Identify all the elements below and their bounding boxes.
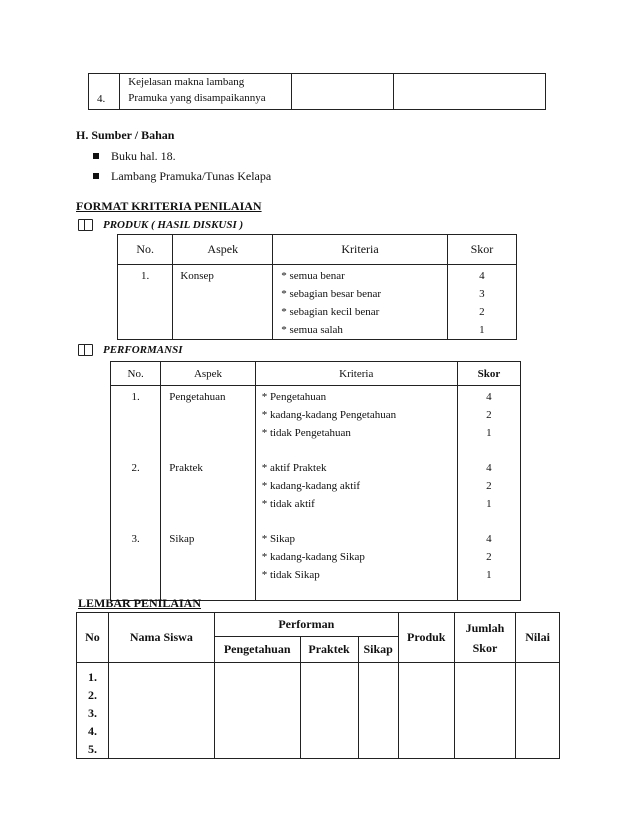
lembar-header-nama: Nama Siswa: [108, 613, 214, 663]
lembar-title: LEMBAR PENILAIAN: [78, 596, 202, 610]
produk-label: PRODUK ( HASIL DISKUSI ): [78, 219, 243, 231]
produk-cell-kriteria: * semua benar * sebagian besar benar * sebagian kecil benar * semua salah: [273, 265, 448, 340]
performansi-label: PERFORMANSI: [78, 344, 182, 356]
produk-header-aspek: Aspek: [173, 235, 273, 265]
square-bullet-icon: [93, 153, 99, 159]
performansi-cell-skor: 4 2 1 4 2 1 4 2 1: [457, 386, 520, 601]
section-h-title: H. Sumber / Bahan: [76, 128, 175, 142]
performansi-header-no: No.: [111, 362, 161, 386]
section-h-item: Buku hal. 18.: [93, 149, 176, 164]
performansi-header-kriteria: Kriteria: [255, 362, 457, 386]
performansi-cell-kriteria: * Pengetahuan * kadang-kadang Pengetahuan * tidak Pengetahuan * aktif Praktek * kadang-kadang aktif * tidak aktif * Sikap * kadang-kadang Sikap * tidak Sikap: [255, 386, 457, 601]
lembar-header-produk: Produk: [398, 613, 454, 663]
section-h-item: Lambang Pramuka/Tunas Kelapa: [93, 169, 271, 184]
lembar-header-performan: Performan: [214, 613, 398, 637]
produk-header-no: No.: [118, 235, 173, 265]
top-table: [88, 73, 546, 110]
lembar-cell-praktek: [300, 663, 358, 759]
top-table-no: 4.: [89, 74, 120, 110]
table-row: [77, 663, 560, 759]
produk-table: [117, 234, 517, 340]
top-table-text: Kejelasan makna lambang Pramuka yang disampaikannya: [120, 74, 292, 110]
produk-cell-aspek: Konsep: [173, 265, 273, 340]
lembar-cell-nilai: [516, 663, 560, 759]
book-icon: [78, 219, 93, 231]
format-title: FORMAT KRITERIA PENILAIAN: [76, 199, 262, 213]
top-table-empty-1: [292, 74, 394, 110]
produk-cell-skor: 4 3 2 1: [447, 265, 516, 340]
produk-header-kriteria: Kriteria: [273, 235, 448, 265]
lembar-header-sikap: Sikap: [358, 637, 398, 663]
table-row: [111, 386, 521, 601]
lembar-cell-pengetahuan: [214, 663, 300, 759]
performansi-cell-aspek: Pengetahuan Praktek Sikap: [161, 386, 255, 601]
lembar-header-nilai: Nilai: [516, 613, 560, 663]
square-bullet-icon: [93, 173, 99, 179]
produk-header-skor: Skor: [447, 235, 516, 265]
lembar-cell-no: 1. 2. 3. 4. 5.: [77, 663, 109, 759]
lembar-table: [76, 612, 560, 759]
lembar-cell-sikap: [358, 663, 398, 759]
performansi-table: [110, 361, 521, 601]
performansi-cell-no: 1. 2. 3.: [111, 386, 161, 601]
lembar-cell-nama: [108, 663, 214, 759]
book-icon: [78, 344, 93, 356]
performansi-header-skor: Skor: [457, 362, 520, 386]
lembar-cell-produk: [398, 663, 454, 759]
lembar-header-no: No: [77, 613, 109, 663]
produk-cell-no: 1.: [118, 265, 173, 340]
lembar-cell-jumlah-skor: [454, 663, 516, 759]
lembar-header-jumlah-skor: Jumlah Skor: [454, 613, 516, 663]
lembar-header-praktek: Praktek: [300, 637, 358, 663]
top-table-empty-2: [393, 74, 545, 110]
performansi-header-aspek: Aspek: [161, 362, 255, 386]
lembar-header-pengetahuan: Pengetahuan: [214, 637, 300, 663]
table-row: [118, 265, 517, 340]
